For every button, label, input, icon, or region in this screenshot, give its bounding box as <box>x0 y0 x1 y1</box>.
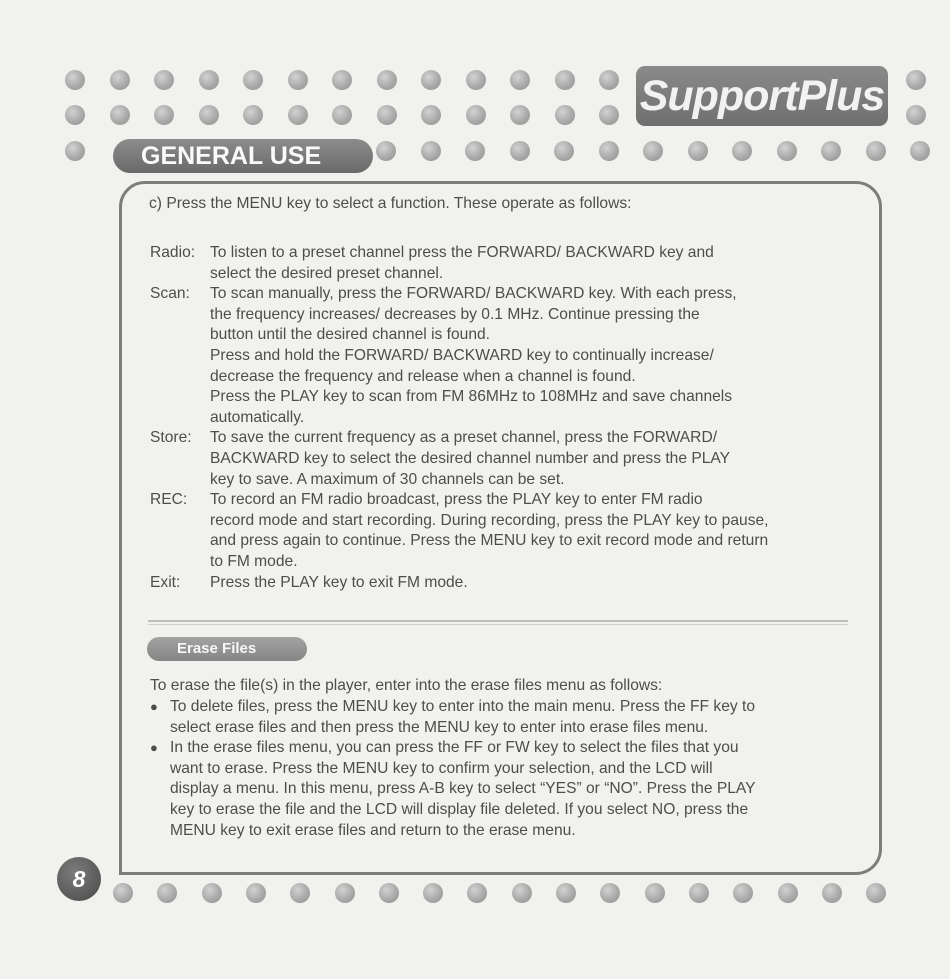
decor-dot <box>645 883 665 903</box>
decor-dot <box>379 883 399 903</box>
decor-dot <box>288 105 308 125</box>
section-title: GENERAL USE <box>113 139 373 173</box>
brand-logo: SupportPlus <box>636 66 888 126</box>
description-line: button until the desired channel is found. <box>210 326 491 344</box>
function-term: Scan: <box>150 285 190 303</box>
decor-dot <box>246 883 266 903</box>
decor-dot <box>555 70 575 90</box>
description-line: To scan manually, press the FORWARD/ BACKWARD key. With each press, <box>210 285 737 303</box>
decor-dot <box>866 141 886 161</box>
description-line: automatically. <box>210 408 305 426</box>
bullet-line: want to erase. Press the MENU key to confirm your selection, and the LCD will <box>170 759 713 777</box>
decor-dot <box>423 883 443 903</box>
decor-dot <box>510 141 530 161</box>
decor-dot <box>376 141 396 161</box>
decor-dot <box>510 70 530 90</box>
description-line: To record an FM radio broadcast, press the PLAY key to enter FM radio <box>210 491 703 509</box>
decor-dot <box>421 105 441 125</box>
decor-dot <box>113 883 133 903</box>
description-line: key to save. A maximum of 30 channels can be set. <box>210 470 565 488</box>
description-line: BACKWARD key to select the desired channel number and press the PLAY <box>210 449 731 467</box>
decor-dot <box>733 883 753 903</box>
decor-dot <box>689 883 709 903</box>
bullet-line: display a menu. In this menu, press A-B key to select “YES” or “NO”. Press the PLAY <box>170 780 756 798</box>
decor-dot <box>910 141 930 161</box>
decor-dot <box>65 105 85 125</box>
decor-dot <box>778 883 798 903</box>
decor-dot <box>199 70 219 90</box>
bullet-item <box>150 697 855 738</box>
decor-dot <box>599 141 619 161</box>
decor-dot <box>110 105 130 125</box>
bullet-line: In the erase files menu, you can press the FF or FW key to select the files that you <box>170 739 739 757</box>
description-line: To listen to a preset channel press the FORWARD/ BACKWARD key and <box>210 244 714 261</box>
function-row <box>150 284 856 428</box>
description-line: the frequency increases/ decreases by 0.1 MHz. Continue pressing the <box>210 305 700 323</box>
function-description <box>210 428 856 490</box>
bullet-line: key to erase the file and the LCD will display file deleted. If you select NO, press the <box>170 800 749 818</box>
function-row <box>150 243 856 284</box>
decor-dot <box>866 883 886 903</box>
decor-dot <box>688 141 708 161</box>
decor-dot <box>421 70 441 90</box>
decor-dot <box>290 883 310 903</box>
decor-dot <box>332 70 352 90</box>
function-description <box>210 490 856 572</box>
page-number: 8 <box>57 857 101 901</box>
intro-text: c) Press the MENU key to select a function. These operate as follows: <box>149 195 632 212</box>
decor-dot <box>65 70 85 90</box>
decor-dot <box>466 105 486 125</box>
decor-dot <box>467 883 487 903</box>
decor-dot <box>202 883 222 903</box>
decor-dot <box>243 70 263 90</box>
bullet-line: select erase files and then press the MENU key to enter into erase files menu. <box>170 718 709 736</box>
decor-dot <box>556 883 576 903</box>
bullet-dot-icon: ● <box>150 699 158 714</box>
decor-dot <box>821 141 841 161</box>
decor-dot <box>906 105 926 125</box>
decor-dot <box>421 141 441 161</box>
description-line: to FM mode. <box>210 552 298 570</box>
description-line: Press and hold the FORWARD/ BACKWARD key to continually increase/ <box>210 346 714 364</box>
decor-dot <box>599 70 619 90</box>
divider <box>148 624 848 625</box>
decor-dot <box>243 105 263 125</box>
decor-dot <box>110 70 130 90</box>
function-row <box>150 428 856 490</box>
decor-dot <box>906 70 926 90</box>
decor-dot <box>157 883 177 903</box>
function-row <box>150 573 856 594</box>
decor-dot <box>554 141 574 161</box>
function-term: REC: <box>150 491 188 509</box>
bullet-line: MENU key to exit erase files and return to the erase menu. <box>170 821 576 839</box>
erase-bullet-list <box>150 697 855 841</box>
function-term: Exit: <box>150 573 181 591</box>
function-term: Radio: <box>150 244 196 261</box>
decor-dot <box>154 105 174 125</box>
decor-dot <box>466 70 486 90</box>
function-description <box>210 243 856 284</box>
decor-dot <box>822 883 842 903</box>
decor-dot <box>777 141 797 161</box>
decor-dot <box>65 141 85 161</box>
decor-dot <box>288 70 308 90</box>
decor-dot <box>643 141 663 161</box>
description-line: To save the current frequency as a preset channel, press the FORWARD/ <box>210 429 718 447</box>
decor-dot <box>599 105 619 125</box>
decor-dot <box>335 883 355 903</box>
decor-dot <box>154 70 174 90</box>
function-description <box>210 284 856 428</box>
description-line: decrease the frequency and release when a channel is found. <box>210 367 636 385</box>
function-term: Store: <box>150 429 192 447</box>
description-line: select the desired preset channel. <box>210 264 444 282</box>
decor-dot <box>512 883 532 903</box>
erase-files-heading: Erase Files <box>147 637 307 661</box>
decor-dot <box>377 70 397 90</box>
erase-intro-text: To erase the file(s) in the player, enter into the erase files menu as follows: <box>150 677 663 694</box>
function-description <box>210 573 856 594</box>
description-line: Press the PLAY key to exit FM mode. <box>210 573 468 591</box>
decor-dot <box>510 105 530 125</box>
decor-dot <box>465 141 485 161</box>
function-row <box>150 490 856 572</box>
decor-dot <box>555 105 575 125</box>
bullet-dot-icon: ● <box>150 740 158 756</box>
decor-dot <box>732 141 752 161</box>
decor-dot <box>377 105 397 125</box>
decor-dot <box>332 105 352 125</box>
bullet-line: To delete files, press the MENU key to enter into the main menu. Press the FF key to <box>170 698 756 715</box>
function-list <box>150 243 856 593</box>
decor-dot <box>600 883 620 903</box>
description-line: Press the PLAY key to scan from FM 86MHz to 108MHz and save channels <box>210 388 733 406</box>
description-line: and press again to continue. Press the MENU key to exit record mode and return <box>210 532 769 550</box>
bullet-item <box>150 738 855 841</box>
description-line: record mode and start recording. During recording, press the PLAY key to pause, <box>210 511 769 529</box>
decor-dot <box>199 105 219 125</box>
divider <box>148 620 848 622</box>
